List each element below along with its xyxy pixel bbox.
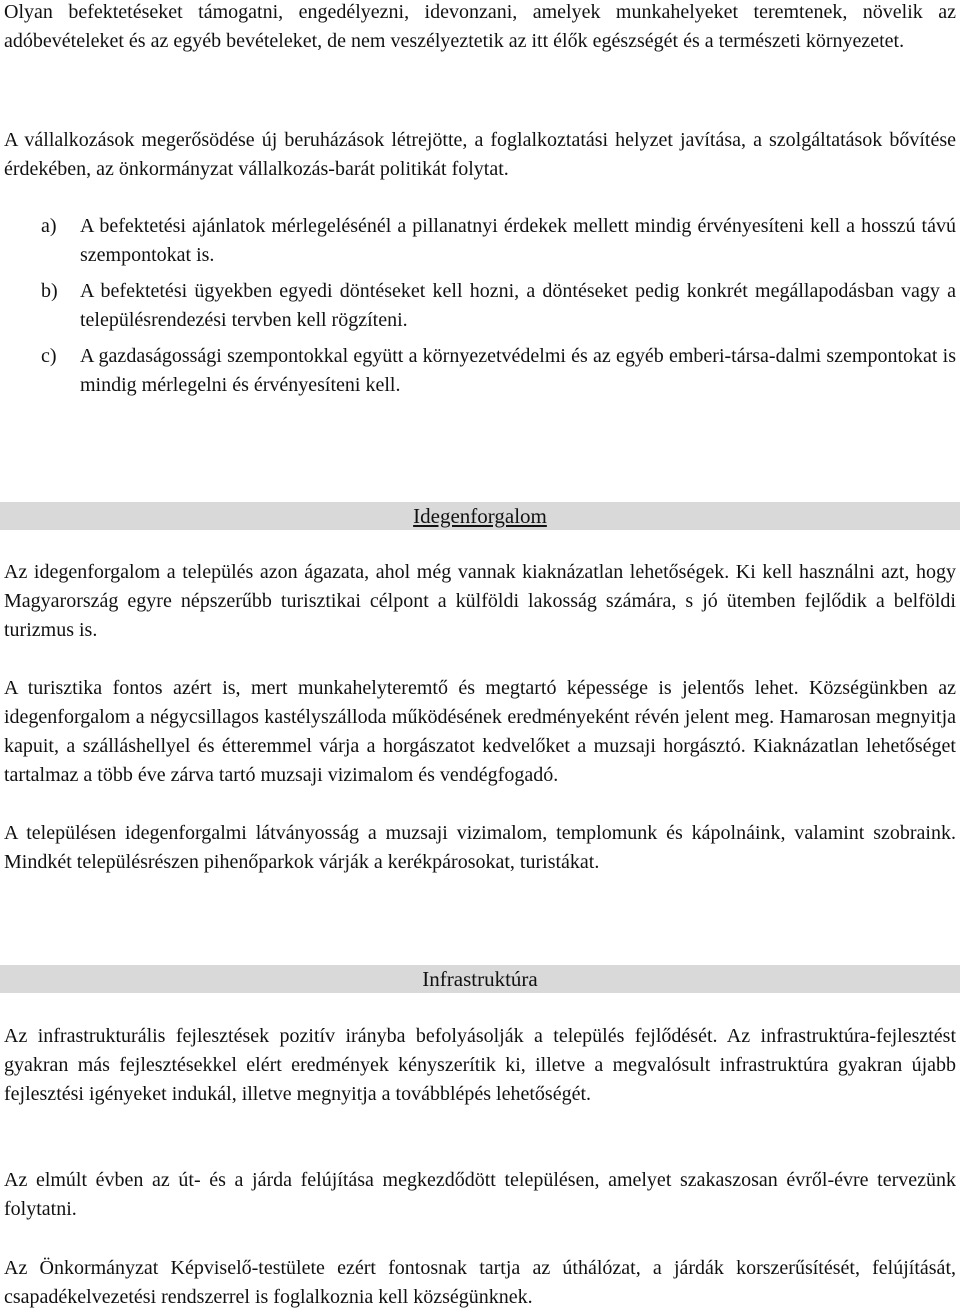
list-item-text: A gazdaságossági szempontokkal együtt a környezetvédelmi és az egyéb emberi-társa-dalmi szempontokat is mindig mérlegelni és érvényesíteni kell.: [80, 345, 956, 396]
section-heading-text: Infrastruktúra: [422, 967, 538, 991]
list-item: [4, 212, 956, 270]
list-item-text: A befektetési ügyekben egyedi döntéseket kell hozni, a döntéseket pedig konkrét megállapodásban vagy a településrendezési tervben kell rögzíteni.: [80, 280, 956, 331]
list-item: [4, 277, 956, 335]
tourism-paragraph-1: Az idegenforgalom a település azon ágazata, ahol még vannak kiaknázatlan lehetőségek. Ki kell használni azt, hogy Magyarország egyre népszerűbb turisztikai célpont a külföldi lakosság számára, s jó ütemben fejlődik a belföldi turizmus is.: [4, 561, 956, 641]
section-heading-text: Idegenforgalom: [413, 504, 547, 528]
list-item: [4, 342, 956, 400]
infrastructure-paragraph-3: Az Önkormányzat Képviselő-testülete ezért fontosnak tartja az úthálózat, a járdák korszerűsítését, felújítását, csapadékelvezetési rendszerrel is foglalkoznia kell községünknek.: [4, 1257, 956, 1308]
list-marker: c): [41, 345, 57, 367]
list-marker: b): [41, 280, 58, 302]
infrastructure-paragraph-1: Az infrastrukturális fejlesztések pozitív irányba befolyásolják a település fejlődését. Az infrastruktúra-fejlesztést gyakran más fejlesztésekkel elért eredmények kényszerítik ki, illetve a megvalósult infrastruktúra gyakran újabb fejlesztési igényeket indukál, illetve megnyitja a továbblépés lehetőségét.: [4, 1025, 956, 1105]
section-heading-infrastructure: [0, 965, 960, 993]
list-marker: a): [41, 215, 57, 237]
infrastructure-paragraph-2: Az elmúlt évben az út- és a járda felújítása megkezdődött településen, amelyet szakaszosan évről-évre tervezünk folytatni.: [4, 1169, 956, 1220]
intro-paragraph-1: Olyan befektetéseket támogatni, engedélyezni, idevonzani, amelyek munkahelyeket teremtenek, növelik az adóbevételeket és az egyéb bevételeket, de nem veszélyeztetik az itt élők egészségét és a természeti környezetet.: [4, 1, 956, 52]
intro-paragraph-2: A vállalkozások megerősödése új beruházások létrejötte, a foglalkoztatási helyzet javítása, a szolgáltatások bővítése érdekében, az önkormányzat vállalkozás-barát politikát folytat.: [4, 129, 956, 180]
tourism-paragraph-2: A turisztika fontos azért is, mert munkahelyteremtő és megtartó képessége is jelentős lehet. Községünkben az idegenforgalom a négycsillagos kastélyszálloda működésének eredményeként révén jelent meg. Hamarosan megnyitja kapuit, a szálláshellyel és étteremmel várja a horgászatot kedvelőket a muzsaji horgásztó. Kiaknázatlan lehetőséget tartalmaz a több éve zárva tartó muzsaji vizimalom és vendégfogadó.: [4, 677, 956, 786]
list-item-text: A befektetési ajánlatok mérlegelésénél a pillanatnyi érdekek mellett mindig érvényesíteni kell a hosszú távú szempontokat is.: [80, 215, 956, 266]
tourism-paragraph-3: A településen idegenforgalmi látványosság a muzsaji vizimalom, templomunk és kápolnáink, valamint szobraink. Mindkét településrészen pihenőparkok várják a kerékpárosokat, turistákat.: [4, 822, 956, 873]
policy-list: [4, 212, 956, 407]
section-heading-tourism: [0, 502, 960, 530]
